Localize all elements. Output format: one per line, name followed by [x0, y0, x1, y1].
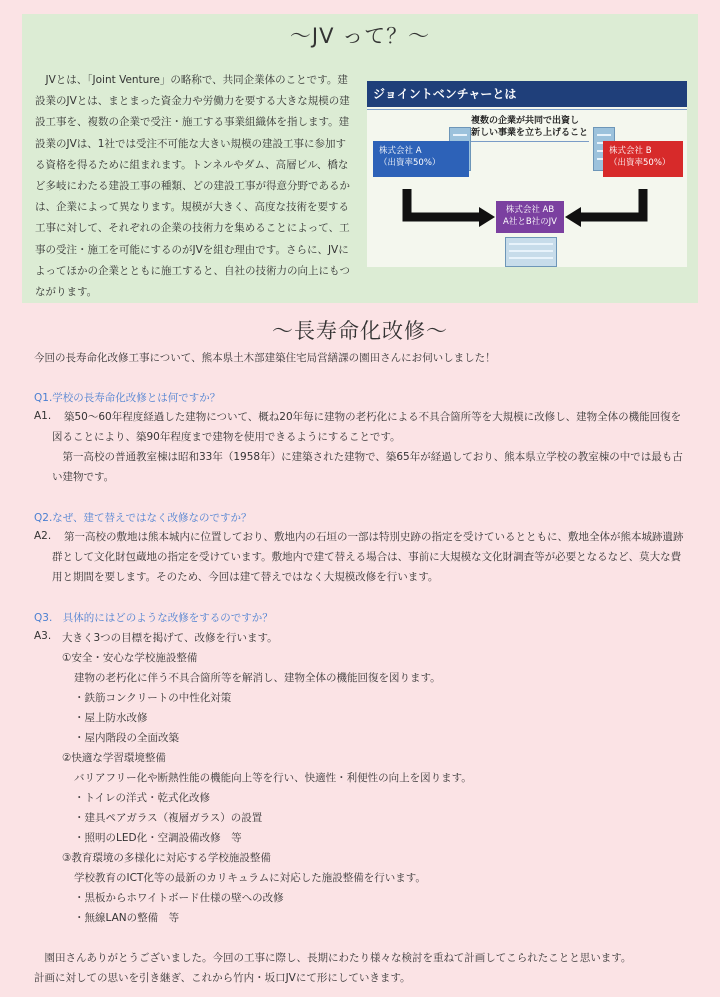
goal-3-desc: 学校教育のICT化等の最新のカリキュラムに対応した施設整備を行います。 — [74, 872, 426, 884]
closing-line-2: 計画に対しての思いを引き継ぎ、これから竹内・坂口JVにて形にしていきます。 — [34, 972, 411, 984]
goal-2-item: ・照明のLED化・空調設備改修 等 — [74, 832, 242, 844]
caption-line-2: 新しい事業を立ち上げること — [471, 128, 589, 138]
goal-3-item: ・黒板からホワイトボード仕様の壁への改修 — [74, 892, 284, 904]
goal-1-title: ①安全・安心な学校施設整備 — [62, 652, 198, 664]
jv-body-text: JVとは、「Joint Venture」の略称で、共同企業体のことです。建設業のJVとは、まとまった資金力や労働力を要する大きな規模の建設工事を、複数の企業で受注・施工する事業組織体を指します。建設業のJVは、1社では受注不可能な大きい規模の建設工事に参加する資格を得るために組まれます。トンネルやダム、高層ビル、橋など多岐にわたる建設工事の種類、どの建設工事が得意分野であるかは、企業によって異なります。規模が大きく、高度な技術を要する工事に対して、それぞれの企業の技術力を集めることによって、工事の受注・施工を可能にするのがJVを組む理由です。さらに、JVによってほかの企業とともに施工すると、自社の技術力の向上にもつながります。 — [35, 74, 350, 299]
goal-1-item: ・屋上防水改修 — [74, 712, 148, 724]
jv-diagram — [367, 81, 687, 267]
company-a-ratio: （出資率50%） — [379, 158, 441, 168]
answer-2-text: 第一高校の敷地は熊本城内に位置しており、敷地内の石垣の一部は特別史跡の指定を受けているとともに、敷地全体が熊本城跡遺跡群として文化財包蔵地の指定を受けています。敷地内で建て替える場合は、事前に大規模な文化財調査等が必要となるなど、莫大な費用と期間を要します。そのため、今回は建て替えではなく大規模改修を行います。 — [52, 531, 684, 583]
intro-text: 今回の長寿命化改修工事について、熊本県土木部建築住宅局営繕課の園田さんにお伺いしました！ — [34, 352, 496, 364]
company-b-ratio: （出資率50%） — [609, 158, 671, 168]
jv-title: 〜JV って？〜 — [289, 24, 431, 48]
answer-3-text: 大きく3つの目標を掲げて、改修を行います。 — [62, 632, 278, 644]
company-b-name: 株式会社 B — [609, 146, 652, 156]
goal-1-desc: 建物の老朽化に伴う不具合箇所等を解消し、建物全体の機能回復を図ります。 — [74, 672, 441, 684]
goal-2-title: ②快適な学習環境整備 — [62, 752, 166, 764]
goal-2-item: ・トイレの洋式・乾式化改修 — [74, 792, 210, 804]
goal-3-item: ・無線LANの整備 等 — [74, 912, 180, 924]
company-ab-sub: A社とB社のJV — [503, 217, 557, 227]
goal-2-desc: バリアフリー化や断熱性能の機能向上等を行い、快適性・利便性の向上を図ります。 — [74, 772, 472, 784]
goal-2-item: ・建具ペアガラス（複層ガラス）の設置 — [74, 812, 263, 824]
goal-1-item: ・屋内階段の全面改築 — [74, 732, 179, 744]
answer-2-label: A2. — [34, 530, 52, 542]
caption-line-1: 複数の企業が共同で出資し — [471, 116, 580, 126]
renewal-title: 〜長寿命化改修〜 — [272, 319, 448, 343]
company-a-name: 株式会社 A — [379, 146, 422, 156]
question-3: Q3. 具体的にはどのような改修をするのですか？ — [34, 612, 273, 624]
answer-1-text: 築50〜60年程度経過した建物について、概ね20年毎に建物の老朽化による不具合箇所等を大規模に改修し、建物全体の機能回復を図ることにより、築90年程度まで建物を使用できるようにすることです。 — [52, 411, 682, 443]
question-1: Q1.学校の長寿命化改修とは何ですか？ — [34, 392, 221, 404]
closing-line-1: 園田さんありがとうございました。今回の工事に際し、長期にわたり様々な検討を重ねて計画してこられたことと思います。 — [34, 952, 632, 964]
answer-1-label: A1. — [34, 410, 52, 422]
goal-3-title: ③教育環境の多様化に対応する学校施設整備 — [62, 852, 271, 864]
answer-3-label: A3. — [34, 630, 52, 642]
diagram-header: ジョイントベンチャーとは — [367, 81, 687, 107]
company-ab-name: 株式会社 AB — [505, 205, 555, 215]
jv-section — [22, 14, 698, 303]
goal-1-item: ・鉄筋コンクリートの中性化対策 — [74, 692, 232, 704]
question-2: Q2.なぜ、建て替えではなく改修なのですか？ — [34, 512, 252, 524]
answer-1-text-2: 第一高校の普通教室棟は昭和33年（1958年）に建築された建物で、築65年が経過しており、熊本県立学校の教室棟の中では最も古い建物です。 — [52, 451, 683, 483]
company-ab-box — [496, 201, 564, 233]
jv-building-icon — [505, 237, 557, 267]
